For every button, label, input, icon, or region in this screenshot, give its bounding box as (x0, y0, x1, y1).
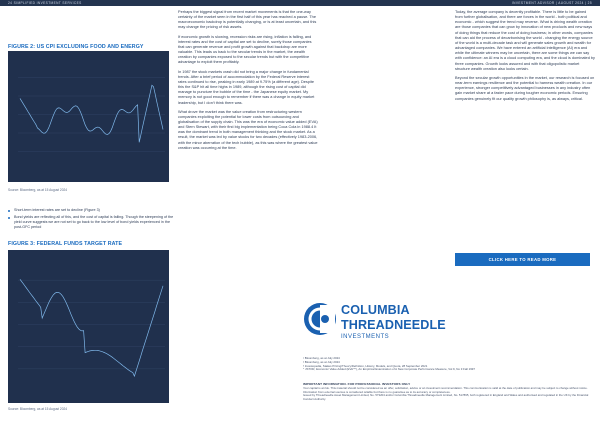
read-more-button[interactable]: CLICK HERE TO READ MORE (455, 253, 590, 266)
figure-2-gridlines (18, 78, 165, 152)
logo-mark-icon (303, 302, 337, 336)
figure-2-chart (8, 51, 169, 182)
page-header (0, 0, 600, 6)
footnote: ³ Investopedia, Stakes Pricing/Theory/Definition, History, Models, and Quota, 28 September 2021 (303, 364, 428, 368)
header-right-text: INVESTMENT ADVISOR | AUGUST 2024 | 25 (511, 1, 592, 5)
figure-3-chart (8, 250, 169, 403)
important-info-text (303, 387, 595, 402)
paragraph: Beyond the secular growth opportunities in the market, our research is focused on near-term earnings resilience and the potential to harness wealth creation. In our experience, stronger competitively advantaged businesses in any industry often gain market share at a faster pace during tougher economic periods. Ensuring companies genuinely fit our quality growth philosophy is, as always, critical. (455, 75, 595, 101)
footnote: ⁴ JSTOR, Economic Value Added (EVA™), An Empirical Examination of A New Corporate Performance Measure, Vol 9, No 3 Fall 1997 (303, 368, 476, 372)
paragraph: Perhaps the biggest signal from recent market movements is that the one-way certainty of the market seen in the first half of this year has reached a pause. The macroeconomic backdrop is potentially changing, or is at least uncertain, and this may change the pricing of risk assets. (178, 10, 317, 30)
figure-3-title: FIGURE 3: FEDERAL FUNDS TARGET RATE (8, 241, 123, 247)
paragraph: Today, the average company is decently profitable. There is little to be gained from further globalisation, and there are forces in the world - both political and economic - which suggest the trend may reverse. What is driving wealth creation are those companies that can grow by innovation of new products and new ways of doing things that reduce the cost of doing business; in other words, companies that can aid the process of decarbonising the world - changing the energy source of the world is a multi-decade task and will generate sales growth and wealth for advantaged companies. We have entered an artificial intelligence (AI) era and while the ultimate winners may be uncertain, there are some things we can say with confidence: an AI era is a cloud computing era, and the cloud is dominated by three companies. Growth looks assured and with that oligopolistic market structure wealth creation also looks certain. (455, 10, 595, 71)
bullet-item: Short-term interest rates are set to decline (Figure 3) (8, 208, 176, 213)
logo-line-3: INVESTMENTS (341, 334, 390, 340)
bullet-item: Bond yields are reflecting all of this, and the cost of capital is falling. Though the steepening of the yield curve suggests we are not set to go back to the low level of bond yields experienced in the post-GFC period (8, 215, 176, 231)
important-info-line: Issued by Threadneedle Asset Management Limited, No. 573204 and/or Columbia Threadneedle Management Limited, No. 517895, both registered in England and Wales and authorised and regulated in the UK by the Financial Conduct Authority. (303, 393, 589, 402)
figure-2-line (20, 85, 163, 142)
figure-2-chart-svg (8, 51, 169, 182)
figure-3-line (20, 279, 163, 376)
body-column-2 (178, 10, 318, 155)
figure-3-chart-svg (8, 250, 169, 403)
logo-line-2: THREADNEEDLE (341, 318, 446, 332)
figure-3-gridlines (18, 280, 165, 369)
bullet-list (8, 208, 176, 232)
body-column-3 (455, 10, 595, 106)
footnote: ² Bloomberg, as at July 2024 (303, 360, 340, 364)
paragraph: If economic growth is slowing, recession risks are rising, inflation is falling, and interest rates and the cost of capital are set to decline, surely those companies that can generate revenue and profit growth against that backdrop are more valuable. This leads us back to the secular trends in the market, the wealth creation by companies exposed to the secular trends but with the competitive advantage to exploit them profitably. (178, 34, 312, 65)
important-info-line: Your capital is at risk. This material should not be considered as an offer, solicitation, advice or an investment recommendation. This communication is valid at the date of publication and may be subject to change without notice. Information from external sources is considered reliable but there is no guarantee as to its accuracy or completeness. (303, 386, 588, 394)
footnote: ¹ Bloomberg, as at July 2024 (303, 357, 340, 360)
footnotes (303, 357, 595, 372)
paragraph: In 1987 the stock markets crash did not bring a major change in fundamental trends. After a brief period of accommodation by the Federal Reserve interest rates continued to rise, peaking in early 1989 at 9.75% (a different age). Despite this the S&P hit all time highs in 1989, although the rising cost of capital did manage to puncture the bubble of the time - the Japanese equity market. My memory is not good enough to remember if there was a change in equity market leadership, but I don't think there was. (178, 69, 315, 105)
figure-2-source: Source: Bloomberg, as at 15 August 2024 (8, 188, 68, 192)
figure-3-source: Source: Bloomberg, as at 15 August 2024 (8, 407, 68, 411)
paragraph: What drove the market was the value creation from restructuring western companies exploiting the potential for lower costs from outsourcing and globalisation of the supply chain. This was the era of economic value added (EVA) and Stern Stewart, with their first big implementation being Coca Cola in 1988.4 It was the dominant trend in both management thinking and the stock market. As a result, the market was led by value stocks for two decades (effectively 1983-2006, with the minor aberration of the tech bubble), as this was where the greatest value creation was occurring at the time. (178, 109, 318, 150)
columbia-threadneedle-logo (303, 300, 449, 352)
header-left-text: 24 SIMPLIFIED INVESTMENT SERVICES (8, 1, 82, 5)
figure-2-title: FIGURE 2: US CPI EXCLUDING FOOD AND ENERGY (8, 44, 144, 50)
logo-line-1: COLUMBIA (341, 303, 410, 317)
important-info-heading: IMPORTANT INFORMATION. FOR PROFESSIONAL INVESTORS ONLY (303, 382, 411, 386)
